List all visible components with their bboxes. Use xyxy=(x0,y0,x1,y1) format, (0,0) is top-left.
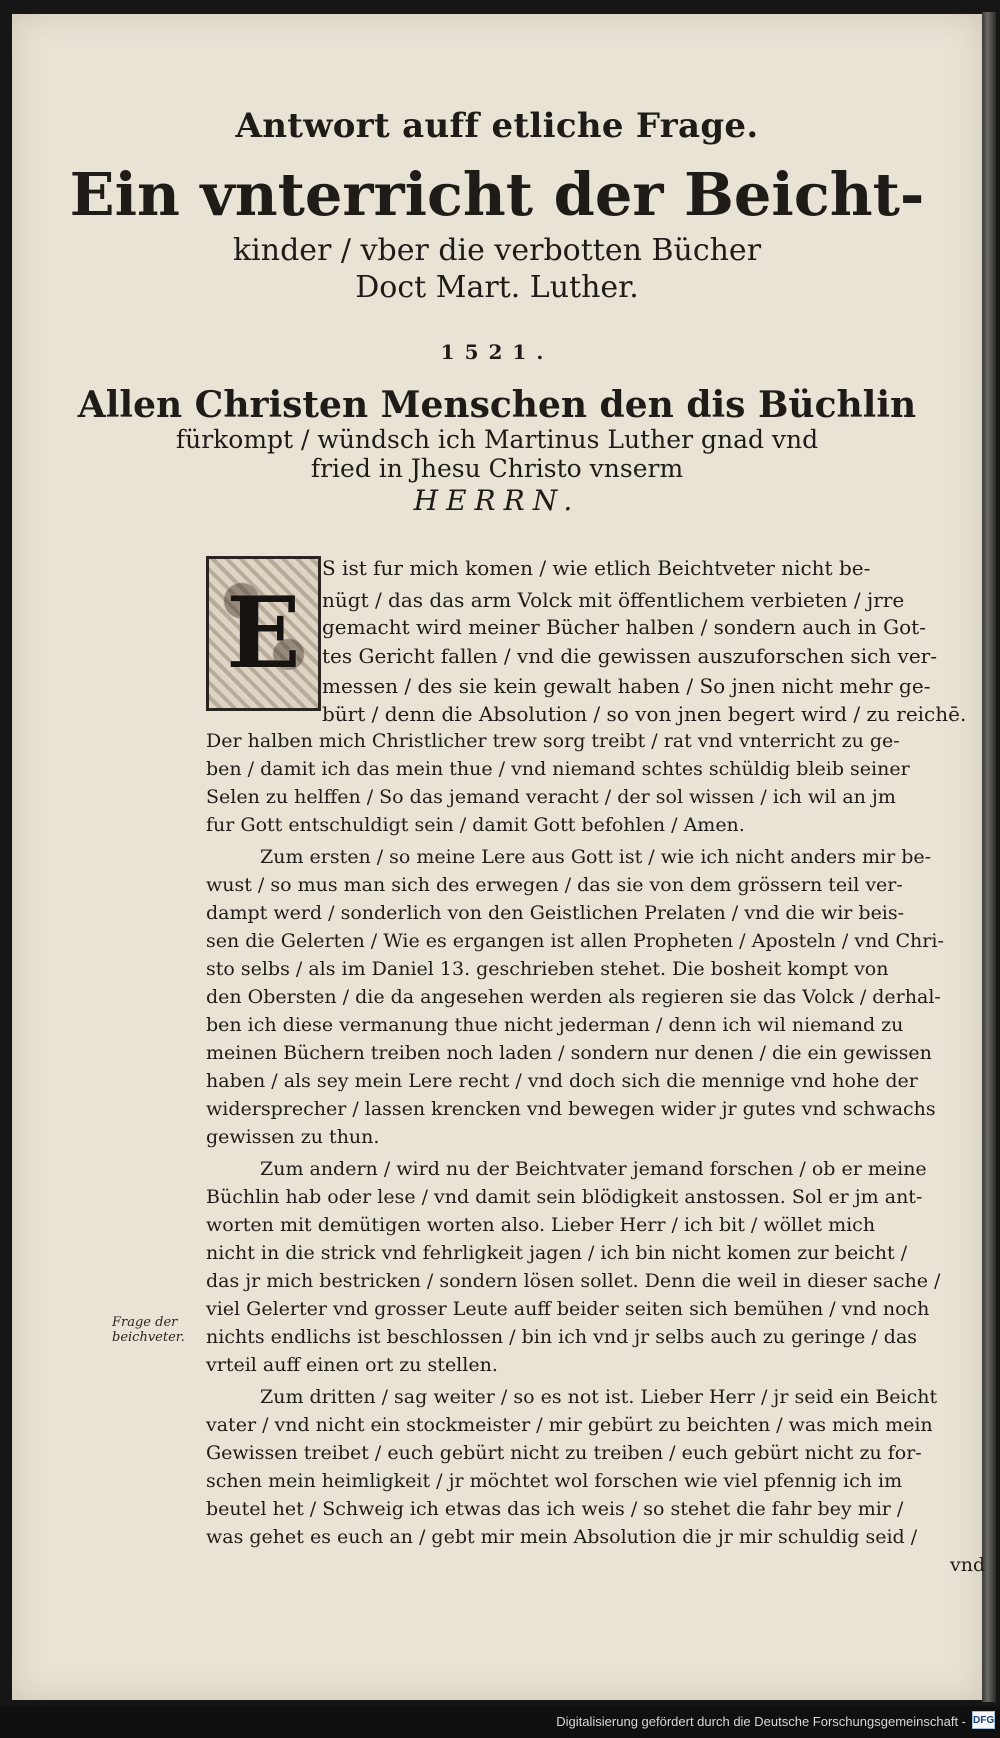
publication-year: 1521. xyxy=(440,340,554,364)
dedication-line: Allen Christen Menschen den dis Büchlin xyxy=(77,384,917,426)
page-title: Ein vnterricht der Beicht- xyxy=(69,160,925,229)
text-line: ben ich diese vermanung thue nicht jederman / denn ich wil niemand zu xyxy=(206,1014,904,1036)
text-line: vater / vnd nicht ein stockmeister / mir gebürt zu beichten / was mich mein xyxy=(206,1414,933,1436)
text-line: widersprecher / lassen krencken vnd bewegen wider jr gutes vnd schwachs xyxy=(206,1098,936,1120)
dfg-logo: DFG xyxy=(972,1711,995,1729)
text-line: Der halben mich Christlicher trew sorg treibt / rat vnd vnterricht zu ge- xyxy=(206,730,900,752)
text-line: beutel het / Schweig ich etwas das ich weis / so stehet die fahr bey mir / xyxy=(206,1498,904,1520)
margin-note xyxy=(112,1316,198,1346)
margin-note-line: Frage der xyxy=(112,1315,178,1330)
text-line: messen / des sie kein gewalt haben / So jnen nicht mehr ge- xyxy=(322,674,931,698)
page-heading: Antwort auff etliche Frage. xyxy=(235,106,759,146)
text-line: nicht in die strick vnd fehrligkeit jagen / ich bin nicht komen zur beicht / xyxy=(206,1242,908,1264)
text-line: schen mein heimligkeit / jr möchtet wol forschen wie viel pfennig ich im xyxy=(206,1470,903,1492)
main-text xyxy=(12,14,986,1700)
text-line: Zum ersten / so meine Lere aus Gott ist / wie ich nicht anders mir be- xyxy=(260,846,932,868)
dedication-line: fried in Jhesu Christo vnserm xyxy=(310,454,684,484)
text-line: den Obersten / die da angesehen werden als regieren sie das Volck / derhal- xyxy=(206,986,941,1008)
dedication-line: HERRN. xyxy=(413,483,581,517)
text-line: sen die Gelerten / Wie es ergangen ist allen Propheten / Aposteln / vnd Chri- xyxy=(206,930,944,952)
book-page xyxy=(12,14,986,1700)
page-content xyxy=(12,14,986,1700)
digitization-footer xyxy=(0,1706,1000,1738)
text-line: tes Gericht fallen / vnd die gewissen auszuforschen sich ver- xyxy=(322,644,937,668)
decorated-initial-letter: E xyxy=(226,575,301,691)
text-line: das jr mich bestricken / sondern lösen sollet. Denn die weil in dieser sache / xyxy=(206,1270,941,1292)
dedication-line: fürkompt / wündsch ich Martinus Luther gnad vnd xyxy=(175,424,819,454)
text-line: haben / als sey mein Lere recht / vnd doch sich die mennige vnd hohe der xyxy=(206,1070,918,1092)
text-line: meinen Büchern treiben noch laden / sondern nur denen / die ein gewissen xyxy=(206,1042,932,1064)
text-line: sto selbs / als im Daniel 13. geschrieben stehet. Die bosheit kompt von xyxy=(206,958,889,980)
text-line: S ist fur mich komen / wie etlich Beichtveter nicht be- xyxy=(322,556,871,580)
text-line: was gehet es euch an / gebt mir mein Absolution die jr mir schuldig seid / xyxy=(206,1526,918,1548)
book-fore-edge xyxy=(982,12,996,1702)
text-line: Zum andern / wird nu der Beichtvater jemand forschen / ob er meine xyxy=(260,1158,927,1180)
text-line: vrteil auff einen ort zu stellen. xyxy=(206,1354,498,1376)
text-line: worten mit demütigen worten also. Lieber Herr / ich bit / wöllet mich xyxy=(206,1214,876,1236)
text-line: gemacht wird meiner Bücher halben / sondern auch in Got- xyxy=(322,615,926,639)
text-line: Selen zu helffen / So das jemand veracht / der sol wissen / ich wil an jm xyxy=(206,786,896,808)
text-line: Büchlin hab oder lese / vnd damit sein blödigkeit anstossen. Sol er jm ant- xyxy=(206,1186,923,1208)
margin-note-line: beichveter. xyxy=(112,1329,185,1345)
text-line: dampt werd / sonderlich von den Geistlichen Prelaten / vnd die wir beis- xyxy=(206,902,905,924)
subtitle-line: kinder / vber die verbotten Bücher xyxy=(232,233,762,268)
text-line: viel Gelerter vnd grosser Leute auff beider seiten sich bemühen / vnd noch xyxy=(206,1298,930,1320)
text-line: nichts endlichs ist beschlossen / bin ich vnd jr selbs auch zu geringe / das xyxy=(206,1326,918,1348)
text-line: wust / so mus man sich des erwegen / das sie von dem grössern teil ver- xyxy=(206,874,903,896)
text-line: Zum dritten / sag weiter / so es not ist. Lieber Herr / jr seid ein Beicht xyxy=(260,1386,938,1408)
text-line: Gewissen treibet / euch gebürt nicht zu treiben / euch gebürt nicht zu for- xyxy=(206,1442,922,1464)
text-line: fur Gott entschuldigt sein / damit Gott befohlen / Amen. xyxy=(206,814,745,836)
subtitle-line: Doct Mart. Luther. xyxy=(355,270,639,306)
catchword: vnd xyxy=(950,1554,986,1576)
footer-credit: Digitalisierung gefördert durch die Deutsche Forschungsgemeinschaft - xyxy=(556,1714,966,1729)
text-line: nügt / das das arm Volck mit öffentlichem verbieten / jrre xyxy=(322,588,905,612)
text-line: ben / damit ich das mein thue / vnd niemand schtes schüldig bleib seiner xyxy=(206,758,910,780)
text-line: bürt / denn die Absolution / so von jnen begert wird / zu reichē. xyxy=(322,702,967,726)
text-line: gewissen zu thun. xyxy=(206,1126,380,1148)
